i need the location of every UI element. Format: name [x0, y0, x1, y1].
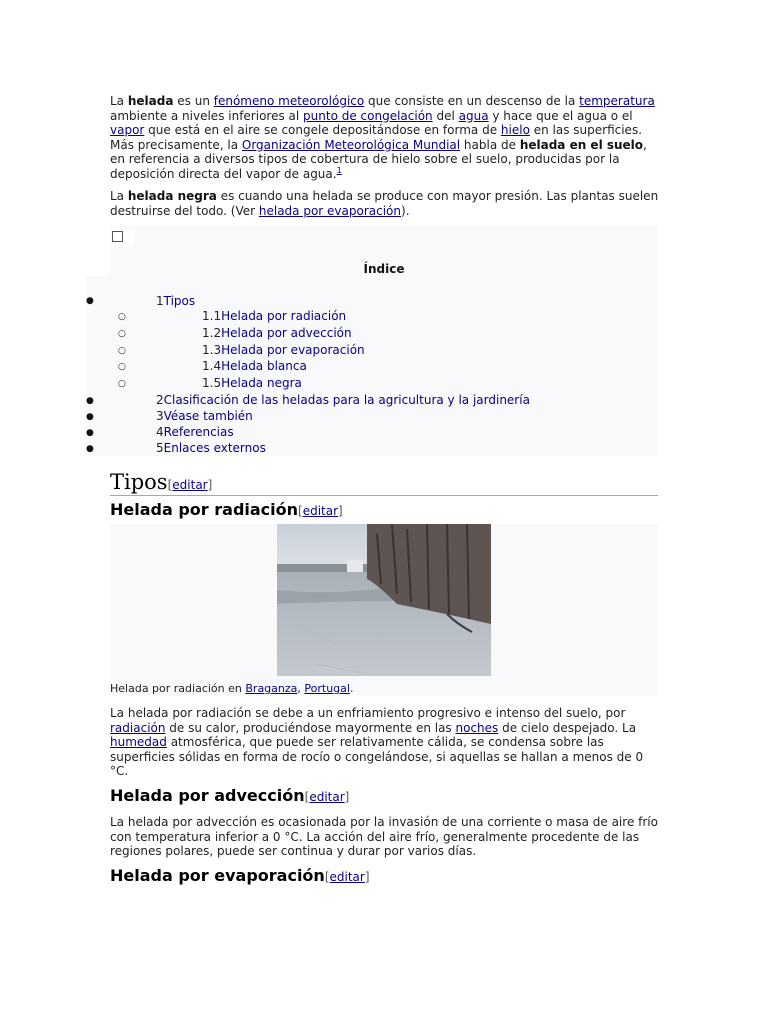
toc-item-negra[interactable] — [202, 376, 302, 390]
section-heading-adveccion — [110, 786, 349, 805]
bullet-disc-icon: ● — [86, 412, 94, 422]
edit-link[interactable]: editar — [172, 478, 208, 492]
toc-number: 1.1 — [202, 309, 222, 323]
toc-link[interactable]: Clasificación de las heladas para la agricultura y la jardinería — [163, 393, 530, 407]
toc-link[interactable]: Tipos — [163, 294, 196, 308]
text: de su calor, produciéndose mayormente en las — [165, 720, 456, 735]
helada-negra-paragraph — [110, 189, 660, 218]
bracket: [ — [324, 870, 330, 884]
term-helada: helada — [127, 94, 174, 108]
toc-number: 4 — [156, 425, 164, 439]
link-temperatura[interactable]: temperatura — [579, 94, 655, 108]
edit-link[interactable]: editar — [329, 870, 365, 884]
toc-number: 1.3 — [202, 343, 222, 357]
text: Helada por radiación en — [110, 682, 246, 695]
bullet-circle-icon: ○ — [118, 346, 126, 356]
toc-item-evaporacion[interactable] — [202, 343, 365, 357]
term-helada-negra: helada negra — [127, 189, 217, 203]
text: de cielo despejado. La — [498, 720, 637, 735]
toc-link[interactable]: Helada negra — [221, 376, 302, 390]
toc-toggle-checkbox[interactable] — [112, 231, 123, 242]
figure-caption — [110, 682, 353, 695]
bullet-circle-icon: ○ — [118, 362, 126, 372]
link-hielo[interactable]: hielo — [500, 123, 530, 138]
bullet-circle-icon: ○ — [118, 379, 126, 389]
term-helada-en-el-suelo: helada en el suelo — [519, 137, 644, 152]
section-heading-radiacion — [110, 500, 343, 519]
toc-item-blanca[interactable] — [202, 359, 307, 373]
text: habla de — [460, 137, 520, 152]
text: que consiste en un descenso de la — [364, 94, 580, 108]
toc-item-tipos[interactable] — [156, 294, 195, 308]
toc-link[interactable]: Helada por advección — [221, 326, 352, 340]
bracket: ] — [364, 870, 370, 884]
bullet-disc-icon: ● — [86, 396, 94, 406]
toc-number: 2 — [156, 393, 164, 407]
bracket: [ — [167, 478, 173, 492]
edit-section — [298, 504, 343, 518]
section-heading-evaporacion — [110, 866, 370, 885]
radiacion-paragraph — [110, 706, 645, 779]
bracket: ] — [207, 478, 213, 492]
edit-section — [168, 478, 213, 492]
text: , — [297, 682, 305, 695]
toc-title: Índice — [363, 262, 405, 276]
toc-item-adveccion[interactable] — [202, 326, 352, 340]
bullet-disc-icon: ● — [86, 296, 94, 306]
text: . — [349, 682, 354, 695]
text: La — [110, 189, 128, 203]
text: del — [432, 108, 459, 123]
bullet-disc-icon: ● — [86, 444, 94, 454]
toc-link[interactable]: Enlaces externos — [163, 441, 266, 455]
bracket: ] — [338, 504, 343, 518]
bullet-circle-icon: ○ — [118, 312, 126, 322]
text: y hace que el agua o el — [488, 108, 633, 123]
bracket: [ — [304, 790, 310, 804]
link-portugal[interactable]: Portugal — [304, 682, 350, 695]
text: es cuando una helada se produce con mayor presión. Las plantas suelen destruirse del todo. (Ver — [110, 189, 659, 218]
heading-text: Helada por radiación — [110, 500, 299, 519]
text: atmosférica, que puede ser relativamente cálida, se condensa sobre las superficies sólidas en forma de rocío o congelándose, si aquellas se hallan a menos de 0 °C. — [110, 735, 644, 779]
bracket: ] — [344, 790, 350, 804]
link-noches[interactable]: noches — [455, 720, 499, 735]
edit-section — [305, 790, 350, 804]
toc-link[interactable]: Referencias — [163, 425, 234, 439]
edit-section — [325, 870, 370, 884]
bullet-circle-icon: ○ — [118, 329, 126, 339]
link-omm[interactable]: Organización Meteorológica Mundial — [241, 137, 461, 152]
link-agua[interactable]: agua — [458, 108, 489, 123]
text: ambiente a niveles inferiores al — [110, 108, 304, 123]
adveccion-paragraph: La helada por advección es ocasionada por la invasión de una corriente o masa de aire frío con temperatura inferior a 0 °C. La acción del aire frío, generalmente procedente de las regiones polares, puede ser continua y durar por varios días. — [110, 815, 658, 859]
link-fenomeno-meteorologico[interactable]: fenómeno meteorológico — [213, 94, 365, 108]
toc-link[interactable]: Helada blanca — [221, 359, 307, 373]
toc-item-vease[interactable] — [156, 409, 253, 423]
bracket: [ — [298, 504, 303, 518]
toc-link[interactable]: Véase también — [163, 409, 253, 423]
toc-number: 1 — [156, 294, 164, 308]
toc-link[interactable]: Helada por evaporación — [221, 343, 365, 357]
edit-link[interactable]: editar — [309, 790, 345, 804]
intro-paragraph — [110, 94, 660, 182]
toc-item-referencias[interactable] — [156, 425, 234, 439]
frost-photo[interactable] — [277, 524, 491, 676]
toc-item-radiacion[interactable] — [202, 309, 346, 323]
heading-text: Tipos — [110, 470, 168, 494]
toc-number: 5 — [156, 441, 164, 455]
text: ). — [401, 203, 410, 218]
toc-item-clasificacion[interactable] — [156, 393, 530, 407]
bullet-disc-icon: ● — [86, 428, 94, 438]
link-punto-de-congelacion[interactable]: punto de congelación — [303, 108, 433, 123]
toc-number: 1.5 — [202, 376, 222, 390]
text: es un — [173, 94, 214, 108]
text: La helada por radiación se debe a un enfriamiento progresivo e intenso del suelo, por — [110, 706, 626, 720]
text: que está en el aire se congele depositándose en forma de — [144, 123, 501, 138]
reference-link[interactable]: 1 — [336, 165, 342, 175]
link-braganza[interactable]: Braganza — [245, 682, 298, 695]
toc-number: 1.2 — [202, 326, 222, 340]
heading-text: Helada por advección — [110, 786, 305, 805]
toc-number: 1.4 — [202, 359, 222, 373]
toc-item-enlaces[interactable] — [156, 441, 266, 455]
link-helada-por-evaporacion[interactable]: helada por evaporación — [258, 203, 402, 218]
link-vapor[interactable]: vapor — [110, 123, 145, 138]
section-heading-tipos — [110, 470, 658, 496]
link-humedad[interactable]: humedad — [110, 735, 167, 750]
toc-number: 3 — [156, 409, 164, 423]
edit-link[interactable]: editar — [302, 504, 339, 518]
heading-text: Helada por evaporación — [110, 866, 325, 885]
toc-toggle[interactable] — [112, 229, 134, 247]
toc-link[interactable]: Helada por radiación — [221, 309, 347, 323]
link-radiacion[interactable]: radiación — [110, 720, 166, 735]
text: en las superficies. Más precisamente, la — [110, 123, 643, 152]
text: La — [110, 94, 128, 108]
text: , en referencia a diversos tipos de cobertura de hielo sobre el suelo, producidas por la deposición directa del vapor de agua. — [110, 137, 647, 181]
